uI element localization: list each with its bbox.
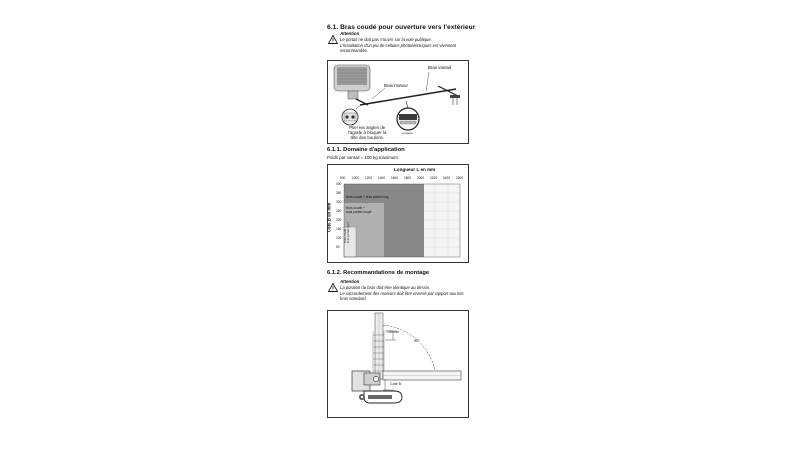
note-line: L'installation d'un jeu de cellules photoélectriques est vivement <box>340 42 457 48</box>
application-range-chart <box>327 164 469 263</box>
warning-icon <box>328 279 338 297</box>
attention-label-1: Attention <box>340 31 360 36</box>
x-tick: 2600 <box>456 176 464 180</box>
mounting-recommendation-figure <box>327 310 469 418</box>
motor-housing-illustration <box>334 65 370 99</box>
section-6-1-2-notes <box>340 285 464 302</box>
x-tick: 1400 <box>378 176 386 180</box>
bras-vantail-label: Bras vantail <box>428 65 451 70</box>
note-line: Le raccordement des moteurs doit être inversé par rapport aux kits <box>340 290 464 296</box>
bras-moteur-label: Bras moteur <box>384 83 408 88</box>
label-short-arm: Bras coudé + bras portail court <box>343 222 351 243</box>
label-long-arm: Bras coudé + bras portail long <box>346 195 389 199</box>
y-tick: 250 <box>336 209 342 213</box>
y-tick: 300 <box>336 200 342 204</box>
label-cut-arm: Bras coudé + bras portail coupé <box>346 206 372 214</box>
x-tick: 1600 <box>391 176 399 180</box>
y-tick: 50 <box>336 245 340 249</box>
chart-title: Longueur L en mm <box>394 167 436 172</box>
x-tick: 1800 <box>404 176 412 180</box>
y-tick: 350 <box>336 191 342 195</box>
weight-subtitle: Poids par vantail = 100 kg maximum <box>327 155 398 160</box>
x-tick: 1000 <box>352 176 360 180</box>
x-tick: 800 <box>340 176 346 180</box>
x-axis-ticks <box>340 176 466 182</box>
outward-opening-arm-figure <box>327 60 469 144</box>
y-tick: 100 <box>336 236 342 240</box>
y-tick: 150 <box>336 227 342 231</box>
x-tick: 1200 <box>365 176 373 180</box>
attention-label-2: Attention <box>340 279 360 284</box>
y-axis-label: Cote B en mm <box>326 202 332 233</box>
cote-b-label: Cote B <box>390 382 401 386</box>
section-6-1-heading: 6.1. Bras coudé pour ouverture vers l'extérieur <box>327 24 476 31</box>
warning-icon <box>328 31 338 49</box>
section-6-1-1-heading: 6.1.1. Domaine d'application <box>327 147 405 153</box>
note-line: bras standard. <box>340 296 367 302</box>
x-tick: 2400 <box>443 176 451 180</box>
caption-line: tête des boulons. <box>350 135 384 140</box>
y-axis-ticks <box>336 182 344 258</box>
caption-line: l'agrafe à bloquer la <box>348 130 387 135</box>
section-6-1-2-heading: 6.1.2. Recommandations de montage <box>327 270 430 276</box>
y-tick: 400 <box>336 182 342 186</box>
x-tick: 2200 <box>430 176 438 180</box>
svg-text:Longueur: Longueur <box>402 132 413 135</box>
figure-caption <box>348 125 386 140</box>
angle-label: 90° <box>414 339 420 343</box>
dimension-label-100mm: 100 mm <box>387 330 400 334</box>
note-line: La position du bras doit être identique au dessin. <box>340 285 431 290</box>
caption-line: Plier les angles de <box>349 125 386 130</box>
section-6-1-notes <box>340 37 456 54</box>
note-line: Le portail ne doit pas s'ouvrir sur la voie publique. <box>340 37 432 42</box>
note-line: recommandée. <box>340 48 368 54</box>
y-tick: 200 <box>336 218 342 222</box>
x-tick: 2000 <box>417 176 425 180</box>
